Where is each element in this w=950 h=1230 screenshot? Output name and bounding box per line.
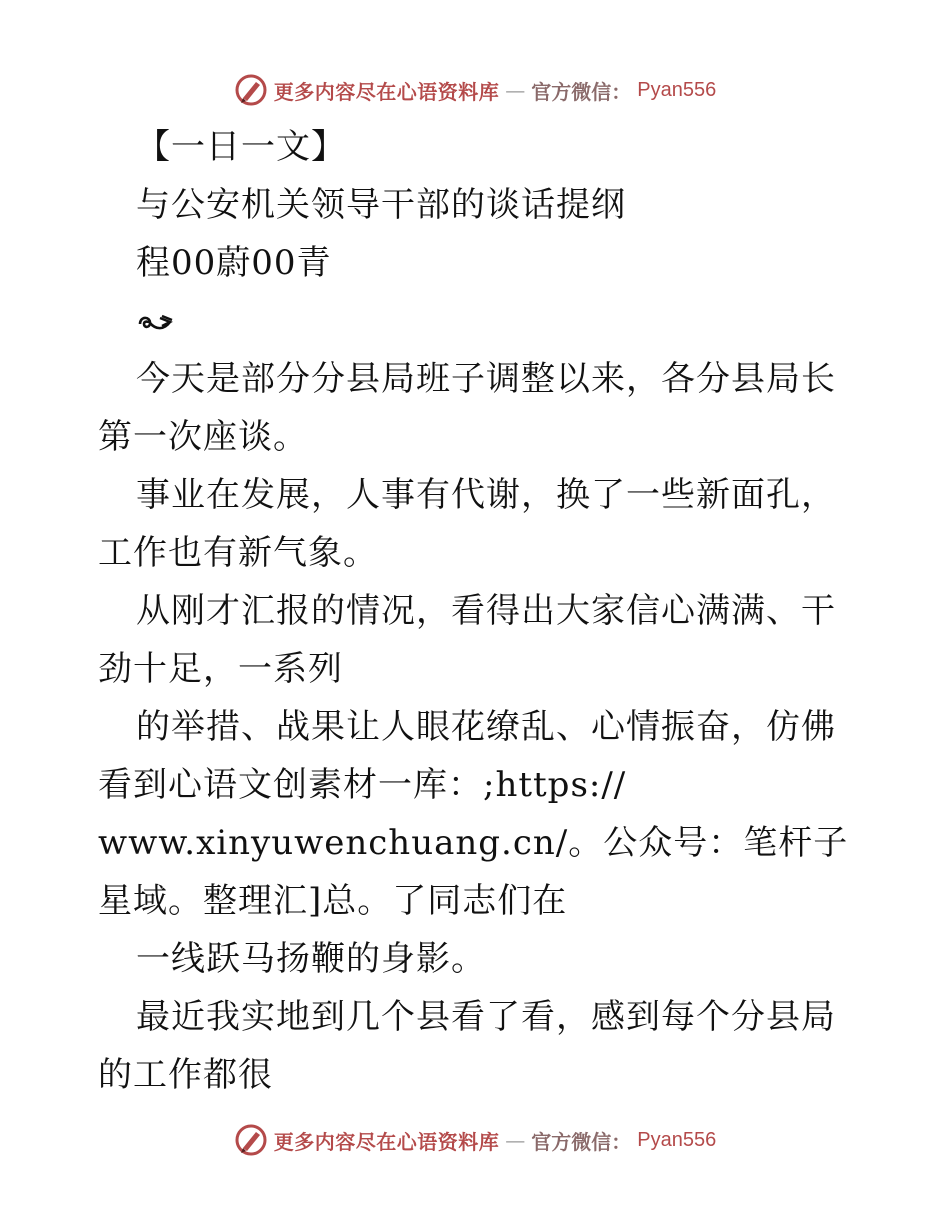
paragraph: 的举措、战果让人眼花缭乱、心情振奋，仿佛看到心语文创素材一库：;https:// bbox=[98, 707, 836, 805]
banner-text: 更多内容尽在心语资料库 bbox=[273, 79, 500, 104]
pen-logo-icon bbox=[234, 1123, 268, 1157]
header-banner bbox=[0, 70, 950, 110]
paragraph: 最近我实地到几个县看了看，感到每个分县局的工作都很 bbox=[98, 997, 836, 1095]
doc-author: 程00蔚00青 bbox=[136, 243, 332, 283]
footer-banner bbox=[0, 1120, 950, 1160]
doc-title: 与公安机关领导干部的谈话提纲 bbox=[136, 185, 626, 225]
doc-tag: 【一日一文】 bbox=[136, 127, 346, 167]
banner-separator: — bbox=[505, 1128, 526, 1152]
banner-separator: — bbox=[505, 78, 526, 102]
paragraph: www.xinyuwenchuang.cn/。公众号：笔杆子星域。整理汇]总。了同志们在 bbox=[98, 823, 849, 921]
paragraph: 一线跃马扬鞭的身影。 bbox=[136, 939, 486, 979]
paragraph: 事业在发展，人事有代谢，换了一些新面孔，工作也有新气象。 bbox=[98, 475, 836, 573]
banner-wechat-id: Pyan556 bbox=[637, 78, 717, 101]
swirl-ornament-icon bbox=[136, 310, 176, 336]
banner-text: 更多内容尽在心语资料库 bbox=[273, 1129, 500, 1154]
pen-logo-icon bbox=[234, 73, 268, 107]
paragraph: 今天是部分分县局班子调整以来，各分县局长第一次座谈。 bbox=[98, 359, 836, 457]
document-body bbox=[98, 118, 850, 1104]
banner-wechat-label: 官方微信： bbox=[531, 79, 632, 104]
banner-wechat-label: 官方微信： bbox=[531, 1129, 632, 1154]
banner-wechat-id: Pyan556 bbox=[637, 1128, 717, 1151]
paragraph: 从刚才汇报的情况，看得出大家信心满满、干劲十足，一系列 bbox=[98, 591, 836, 689]
ornament-divider bbox=[98, 292, 850, 350]
